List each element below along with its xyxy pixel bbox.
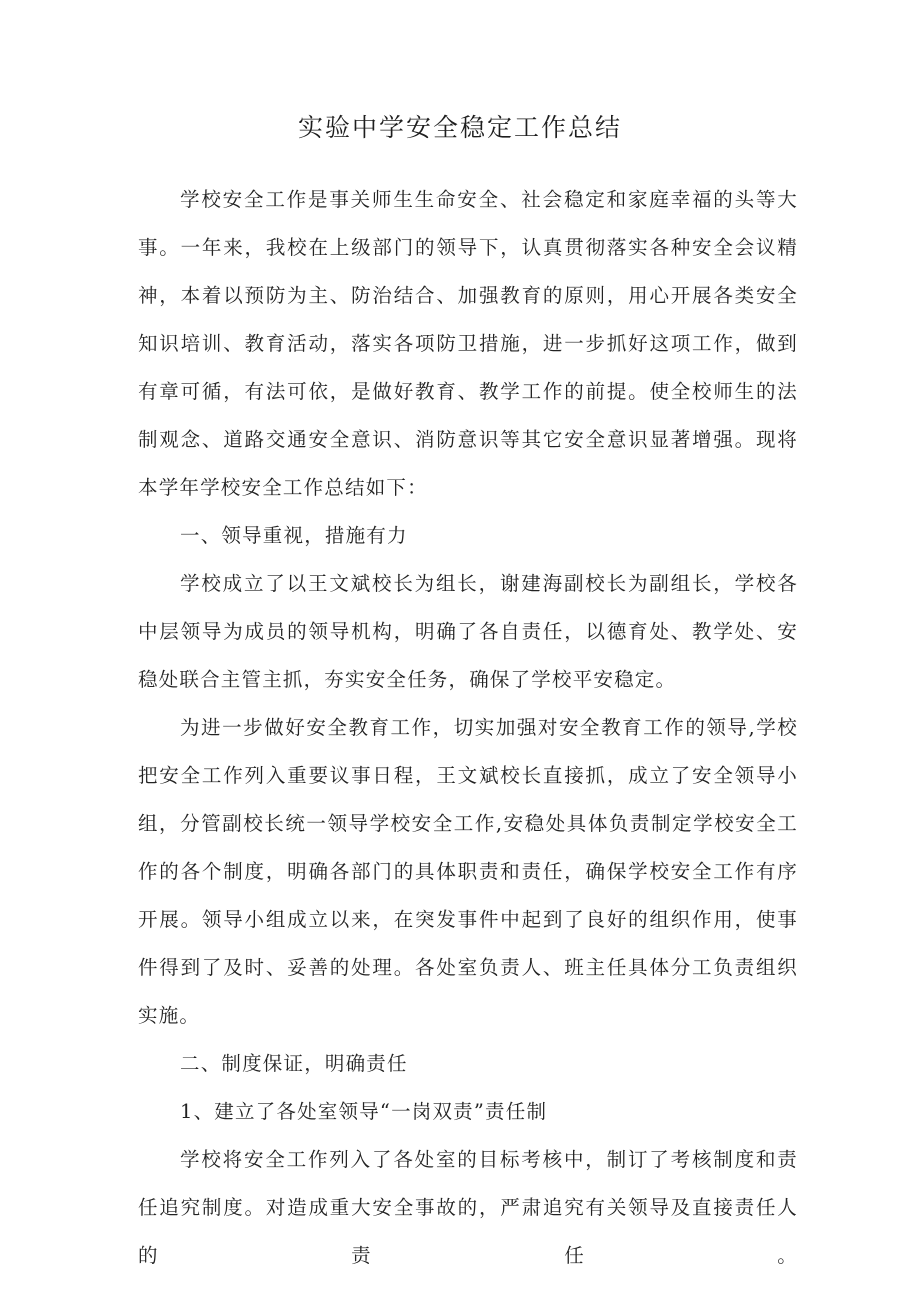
section-heading-2: 二、制度保证，明确责任: [180, 1052, 408, 1075]
subsection-heading-1: 1、建立了各处室领导“一岗双责”责任制: [180, 1100, 548, 1123]
intro-paragraph: 学校安全工作是事关师生生命安全、社会稳定和家庭幸福的头等大事。一年来，我校在上级部门的领导下，认真贯彻落实各种安全会议精神，本着以预防为主、防治结合、加强教育的原则，用心开展各类安全知识培训、教育活动，落实各项防卫措施，进一步抓好这项工作，做到有章可循，有法可依，是做好教育、教学工作的前提。使全校师生的法制观念、道路交通安全意识、消防意识等其它安全意识显著增强。现将本学年学校安全工作总结如下：: [138, 188, 798, 499]
document-title: 实验中学安全稳定工作总结: [297, 113, 622, 142]
section-heading-1: 一、领导重视，措施有力: [180, 524, 408, 547]
document-body: [138, 176, 798, 1280]
leadership-paragraph-1: 学校成立了以王文斌校长为组长，谢建海副校长为副组长，学校各中层领导为成员的领导机构，明确了各自责任，以德育处、教学处、安稳处联合主管主抓，夯实安全任务，确保了学校平安稳定。: [138, 572, 798, 691]
leadership-paragraph-2: 为进一步做好安全教育工作，切实加强对安全教育工作的领导,学校把安全工作列入重要议事日程，王文斌校长直接抓，成立了安全领导小组，分管副校长统一领导学校安全工作,安稳处具体负责制定学校安全工作的各个制度，明确各部门的具体职责和责任，确保学校安全工作有序开展。领导小组成立以来，在突发事件中起到了良好的组织作用，使事件得到了及时、妥善的处理。各处室负责人、班主任具体分工负责组织实施。: [138, 716, 798, 1027]
responsibility-paragraph: 学校将安全工作列入了各处室的目标考核中，制订了考核制度和责任追究制度。对造成重大安全事故的，严肃追究有关领导及直接责任人的责任。: [138, 1148, 798, 1267]
